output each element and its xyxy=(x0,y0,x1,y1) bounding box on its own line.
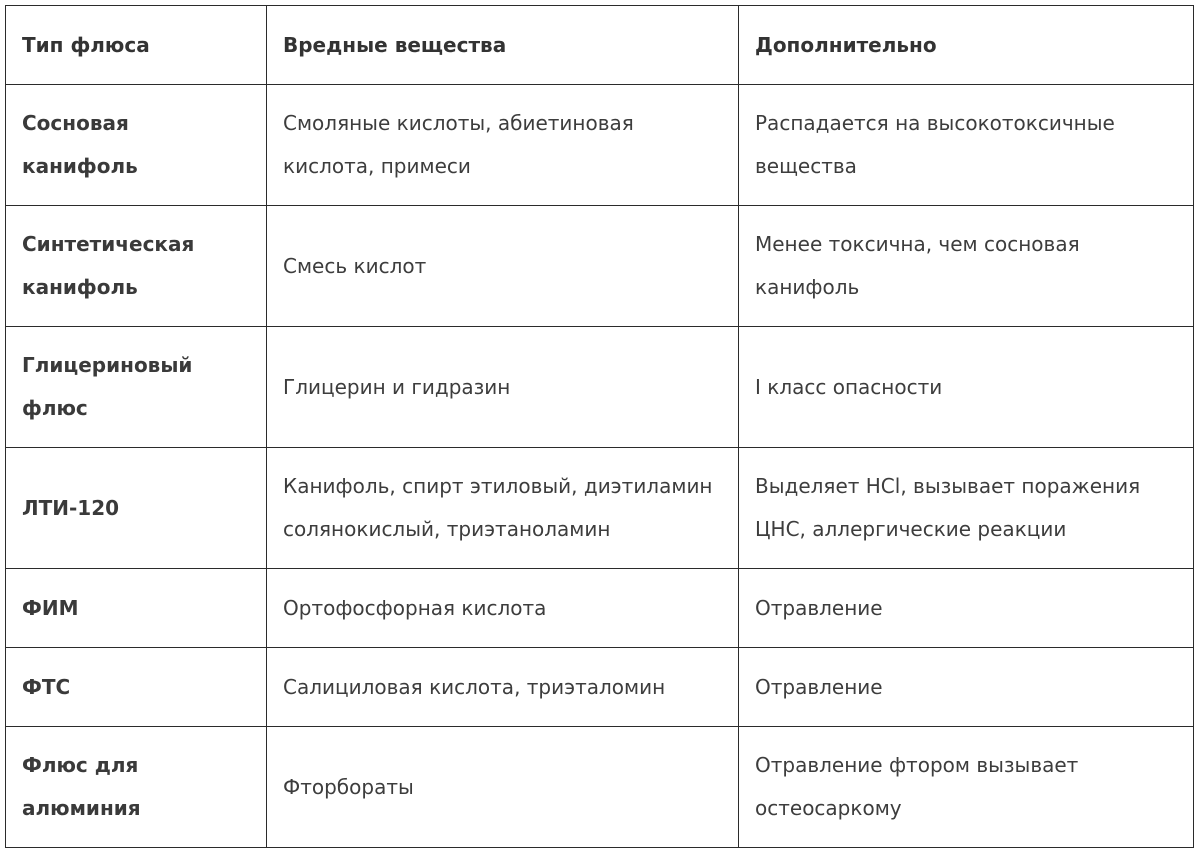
flux-type-cell: ЛТИ-120 xyxy=(6,448,267,569)
substances-cell: Смесь кислот xyxy=(267,206,739,327)
substances-cell: Глицерин и гидразин xyxy=(267,327,739,448)
table-header-row xyxy=(6,6,1194,85)
flux-type-cell: Глицериновый флюс xyxy=(6,327,267,448)
table-row xyxy=(6,85,1194,206)
substances-cell: Смоляные кислоты, абиетиновая кислота, примеси xyxy=(267,85,739,206)
header-flux-type: Тип флюса xyxy=(6,6,267,85)
substances-cell: Канифоль, спирт этиловый, диэтиламин солянокислый, триэтаноламин xyxy=(267,448,739,569)
substances-cell: Ортофосфорная кислота xyxy=(267,569,739,648)
flux-table xyxy=(5,5,1194,848)
notes-cell: Отравление фтором вызывает остеосаркому xyxy=(739,727,1194,848)
header-harmful-substances: Вредные вещества xyxy=(267,6,739,85)
substances-cell: Салициловая кислота, триэталомин xyxy=(267,648,739,727)
notes-cell: Менее токсична, чем сосновая канифоль xyxy=(739,206,1194,327)
notes-cell: Выделяет HCl, вызывает поражения ЦНС, аллергические реакции xyxy=(739,448,1194,569)
flux-type-cell: Сосновая канифоль xyxy=(6,85,267,206)
flux-type-cell: Синтетическая канифоль xyxy=(6,206,267,327)
notes-cell: Отравление xyxy=(739,569,1194,648)
notes-cell: Отравление xyxy=(739,648,1194,727)
flux-type-cell: Флюс для алюминия xyxy=(6,727,267,848)
header-additional: Дополнительно xyxy=(739,6,1194,85)
table-row xyxy=(6,448,1194,569)
notes-cell: Распадается на высокотоксичные вещества xyxy=(739,85,1194,206)
substances-cell: Фторбораты xyxy=(267,727,739,848)
table-row xyxy=(6,648,1194,727)
table-row xyxy=(6,206,1194,327)
flux-type-cell: ФТС xyxy=(6,648,267,727)
table-row xyxy=(6,727,1194,848)
flux-type-cell: ФИМ xyxy=(6,569,267,648)
notes-cell: I класс опасности xyxy=(739,327,1194,448)
table-row xyxy=(6,569,1194,648)
table-row xyxy=(6,327,1194,448)
